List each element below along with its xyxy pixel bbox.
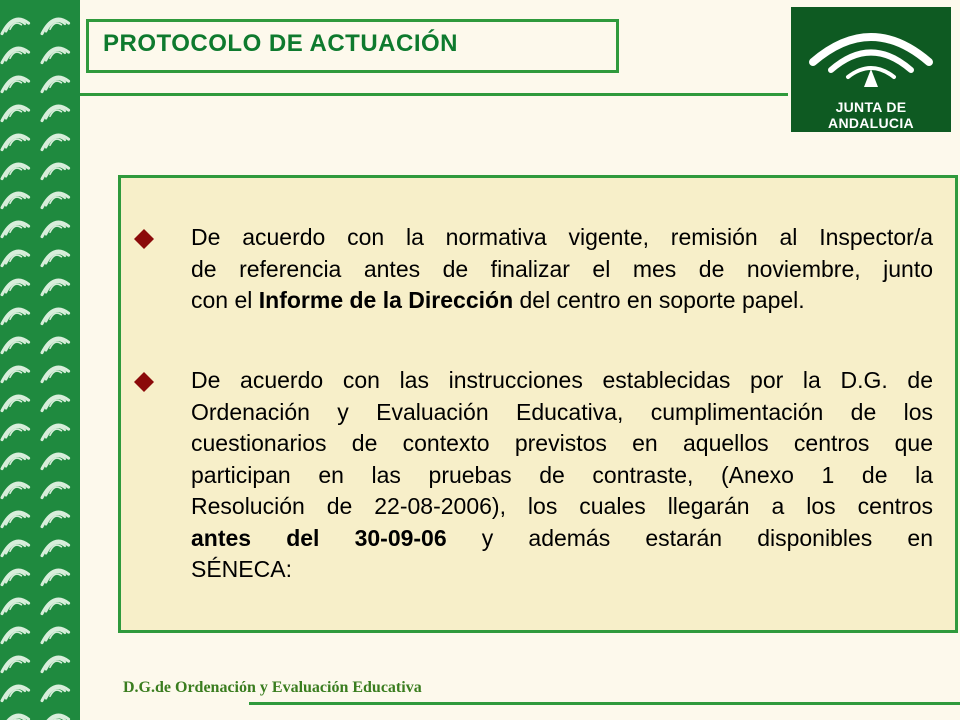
arch-motif [2, 570, 29, 585]
arch-motif [42, 396, 69, 411]
arch-motif [2, 599, 29, 614]
bullet-text [191, 222, 933, 317]
text-segment: del centro en soporte papel. [513, 287, 805, 313]
text-segment: de referencia antes de finalizar el mes de noviembre, junto [191, 255, 933, 282]
text-segment: De acuerdo con la normativa vigente, remisión al Inspector/a [191, 224, 933, 250]
title-box [86, 19, 619, 73]
text-segment: participan en las pruebas de contraste, (Anexo 1 de la [191, 461, 933, 488]
arch-motif [42, 251, 69, 266]
arch-motif [2, 280, 29, 295]
arch-motif [42, 309, 69, 324]
bullet-line [191, 460, 933, 492]
bullet-line [191, 222, 933, 254]
arch-motif [42, 367, 69, 382]
arch-motif [42, 338, 69, 353]
text-segment: De acuerdo con las instrucciones establecidas por la D.G. de [191, 367, 933, 393]
arch-motif [2, 686, 29, 701]
arch-motif [2, 19, 29, 34]
arch-motif [42, 164, 69, 179]
diamond-bullet-icon [133, 228, 155, 250]
arch-motif [2, 77, 29, 92]
arch-motif [42, 628, 69, 643]
bullet-line [191, 428, 933, 460]
arch-motif [42, 512, 69, 527]
arch-motif [2, 425, 29, 440]
arch-motif [2, 164, 29, 179]
arch-motif [2, 715, 29, 720]
footer-text: D.G.de Ordenación y Evaluación Educativa [123, 679, 422, 696]
arch-motif [42, 657, 69, 672]
arch-motif [2, 251, 29, 266]
arch-motif [2, 628, 29, 643]
diamond-bullet-icon [133, 371, 155, 393]
arch-motif [42, 599, 69, 614]
page-title: PROTOCOLO DE ACTUACIÓN [103, 30, 459, 57]
arch-motif [2, 396, 29, 411]
arch-motif [42, 280, 69, 295]
header-divider [80, 93, 788, 96]
logo-text: JUNTA DE ANDALUCIA [828, 99, 914, 131]
arch-motif [42, 454, 69, 469]
bullet-line [191, 254, 933, 286]
arch-motif [42, 48, 69, 63]
bullet-line [191, 554, 933, 586]
decorative-side-band [0, 0, 80, 720]
arch-motif [42, 715, 69, 720]
arch-motif [2, 135, 29, 150]
bullet-text [191, 365, 933, 586]
bold-text: antes del 30-09-06 [191, 524, 447, 551]
arch-motif [2, 222, 29, 237]
bullet-line [191, 523, 933, 555]
arch-motif [2, 367, 29, 382]
text-segment: y además estarán disponibles en [446, 524, 933, 551]
text-segment: SÉNECA: [191, 556, 292, 582]
arch-motif [2, 48, 29, 63]
footer-divider [249, 702, 960, 705]
text-segment: Ordenación y Evaluación Educativa, cumplimentación de los [191, 398, 933, 425]
arch-motif [2, 483, 29, 498]
bold-text: Informe de la Dirección [258, 287, 514, 313]
arch-motif [42, 106, 69, 121]
arch-motif [2, 338, 29, 353]
bullet-line [191, 397, 933, 429]
arch-motif [2, 657, 29, 672]
arch-motif [2, 106, 29, 121]
bullet-line [191, 365, 933, 397]
bullet-line [191, 285, 933, 317]
arch-motif [42, 222, 69, 237]
text-segment: cuestionarios de contexto previstos en aquellos centros que [191, 430, 933, 456]
arch-motif [42, 193, 69, 208]
junta-de-andalucia-logo [791, 7, 951, 132]
arch-motif [42, 483, 69, 498]
arch-motif [42, 77, 69, 92]
text-segment: con el [191, 287, 259, 313]
arch-motif [42, 425, 69, 440]
arch-motif [42, 686, 69, 701]
arch-pattern-icon [0, 0, 80, 720]
arch-motif [42, 19, 69, 34]
arch-motif [2, 309, 29, 324]
text-segment: Resolución de 22-08-2006), los cuales llegarán a los centros [191, 493, 933, 519]
bullet-line [191, 491, 933, 523]
arch-motif [42, 541, 69, 556]
arch-motif [2, 193, 29, 208]
arch-motif [2, 541, 29, 556]
arch-motif [42, 570, 69, 585]
arch-motif [2, 512, 29, 527]
arch-motif [42, 135, 69, 150]
arch-motif [2, 454, 29, 469]
content-box [118, 175, 958, 633]
